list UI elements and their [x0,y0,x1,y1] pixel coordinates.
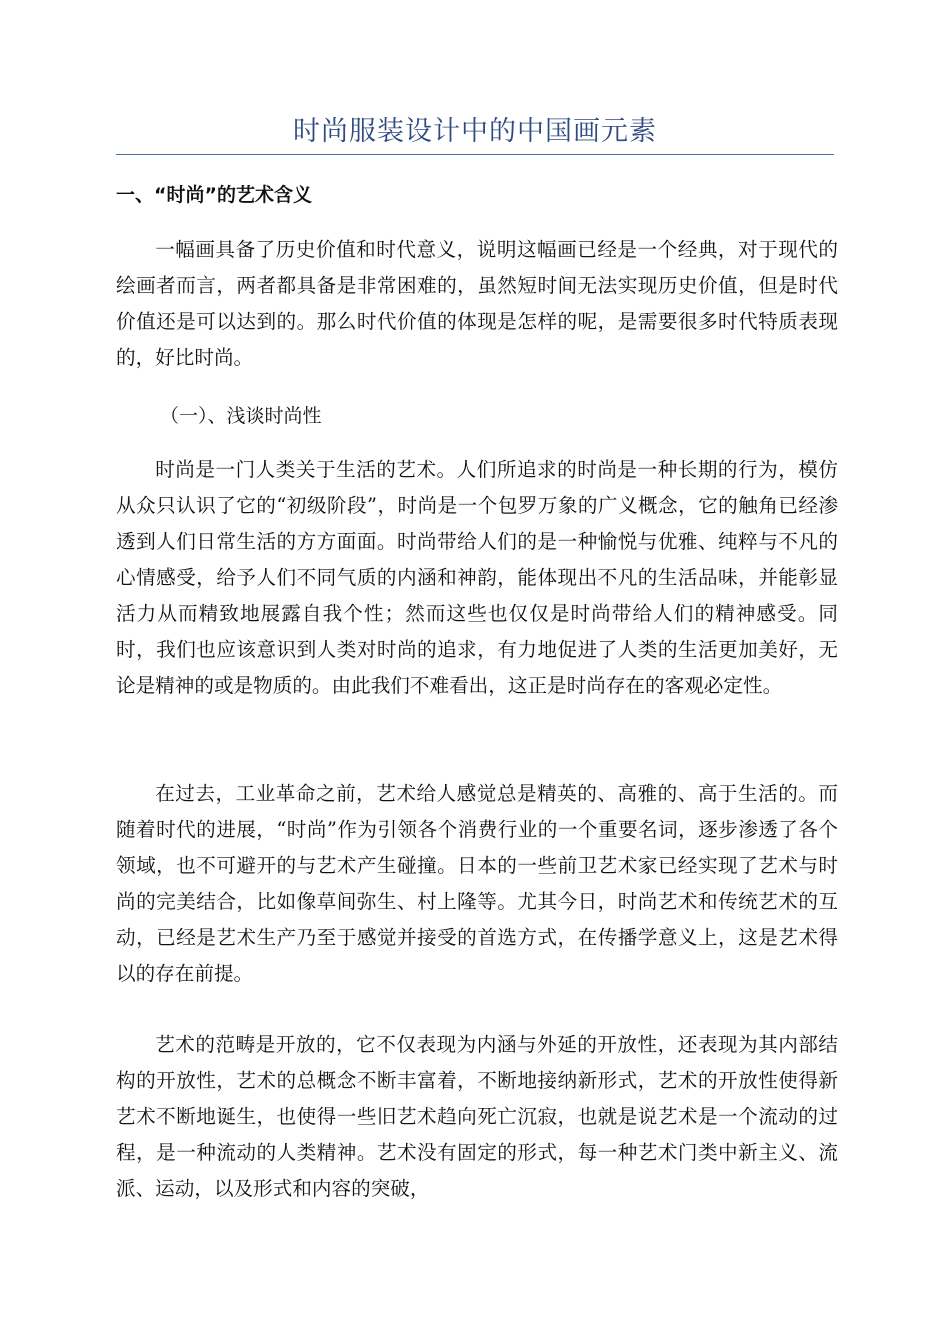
document-title: 时尚服装设计中的中国画元素 [293,116,657,147]
subsection-heading: （一）、浅谈时尚性 [160,405,322,427]
paragraph: 时尚是一门人类关于生活的艺术。人们所追求的时尚是一种长期的行为，模仿从众只认识了它的“初级阶段”，时尚是一个包罗万象的广义概念，它的触角已经渗透到人们日常生活的方方面面。时尚带给人们的是一种愉悦与优雅、纯粹与不凡的心情感受，给予人们不同气质的内涵和神韵，能体现出不凡的生活品味，并能彰显活力从而精致地展露自我个性；然而这些也仅仅是时尚带给人们的精神感受。同时，我们也应该意识到人类对时尚的追求，有力地促进了人类的生活更加美好，无论是精神的或是物质的。由此我们不难看出，这正是时尚存在的客观必定性。 [116,458,838,697]
paragraph: 艺术的范畴是开放的，它不仅表现为内涵与外延的开放性，还表现为其内部结构的开放性，艺术的总概念不断丰富着，不断地接纳新形式，艺术的开放性使得新艺术不断地诞生，也使得一些旧艺术趋向死亡沉寂，也就是说艺术是一个流动的过程，是一种流动的人类精神。艺术没有固定的形式，每一种艺术门类中新主义、流派、运动，以及形式和内容的突破， [116,1033,838,1200]
paragraph: 一幅画具备了历史价值和时代意义，说明这幅画已经是一个经典，对于现代的绘画者而言，两者都具备是非常困难的，虽然短时间无法实现历史价值，但是时代价值还是可以达到的。那么时代价值的体现是怎样的呢，是需要很多时代特质表现的，好比时尚。 [116,238,838,369]
section-heading: 一、“时尚”的艺术含义 [116,184,312,206]
paragraph: 在过去，工业革命之前，艺术给人感觉总是精英的、高雅的、高于生活的。而随着时代的进展，“时尚”作为引领各个消费行业的一个重要名词，逐步渗透了各个领域，也不可避开的与艺术产生碰撞。日本的一些前卫艺术家已经实现了艺术与时尚的完美结合，比如像草间弥生、村上隆等。尤其今日，时尚艺术和传统艺术的互动，已经是艺术生产乃至于感觉并接受的首选方式，在传播学意义上，这是艺术得以的存在前提。 [116,782,838,985]
title-underline [116,154,834,155]
